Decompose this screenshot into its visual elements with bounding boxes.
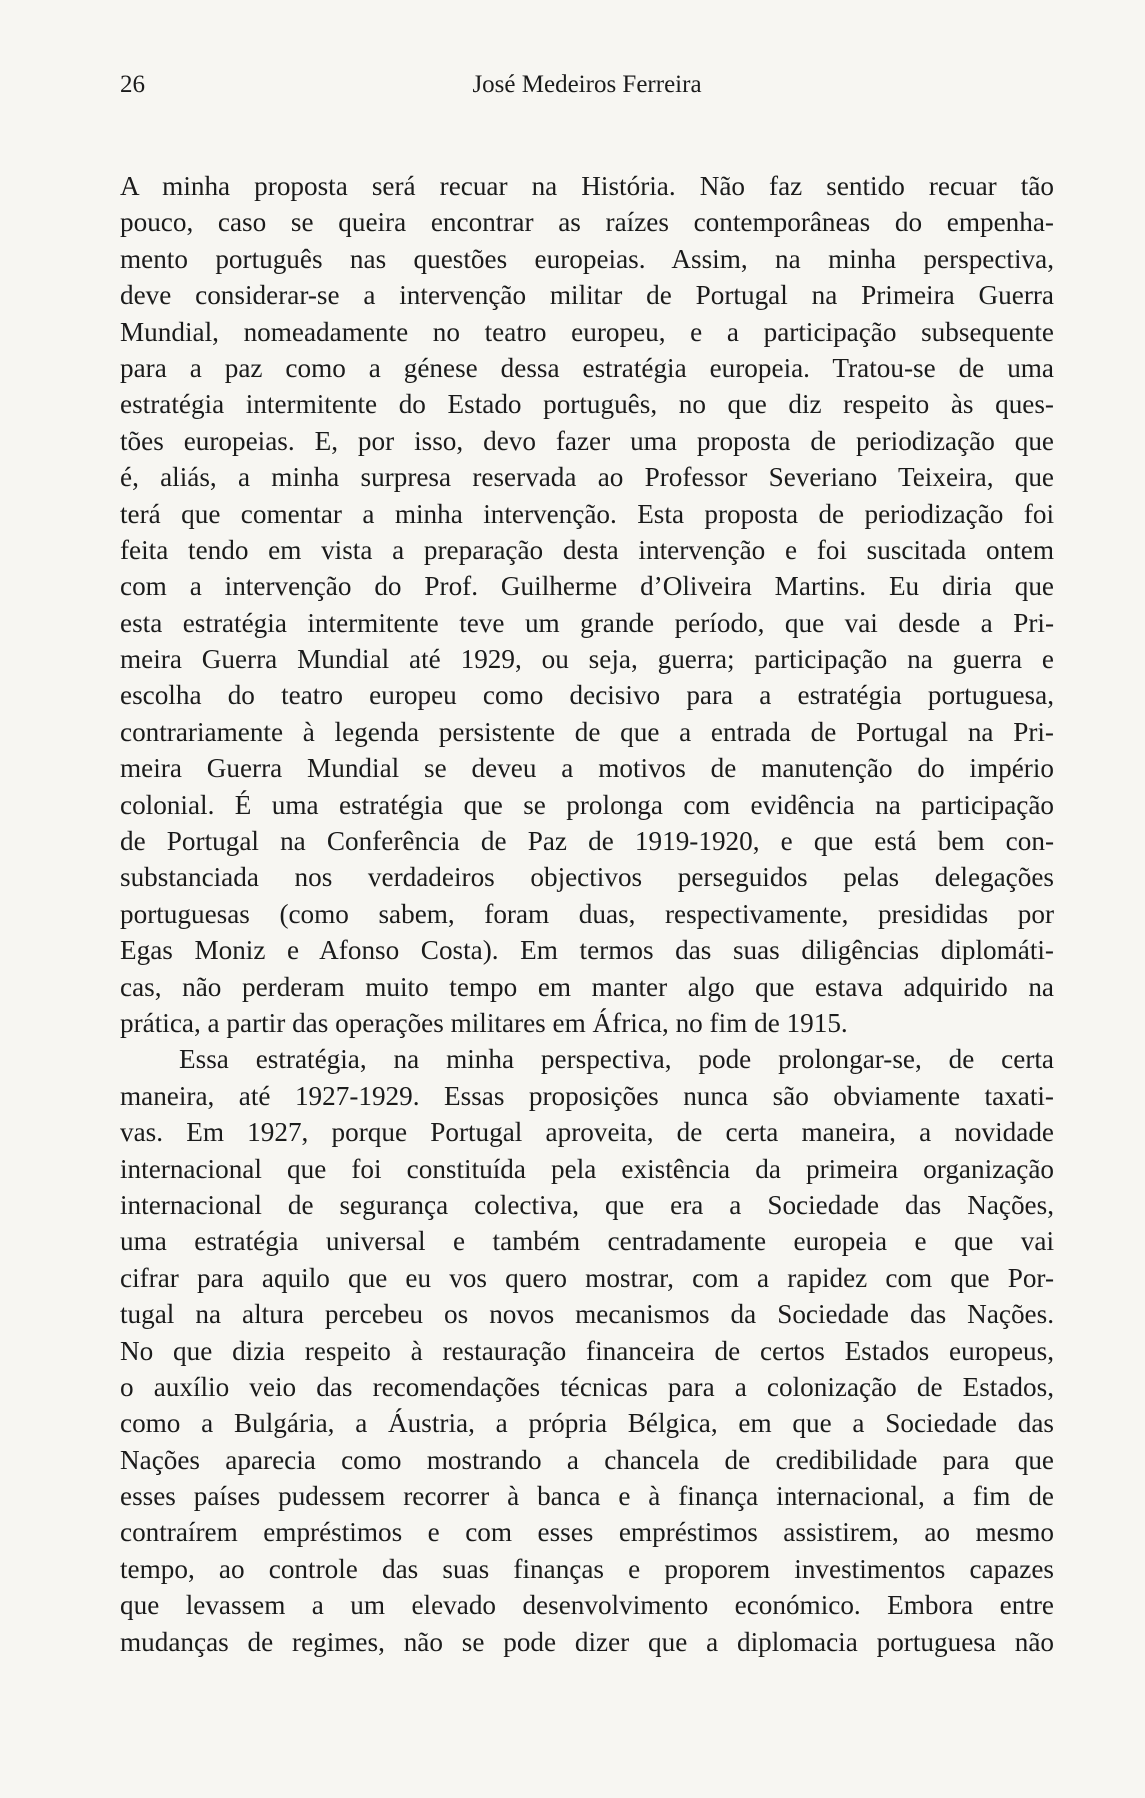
text-line: internacional de segurança colectiva, que era a Sociedade das Nações,: [120, 1189, 1054, 1220]
text-line: com a intervenção do Prof. Guilherme d’Oliveira Martins. Eu diria que: [120, 571, 1054, 602]
running-title: José Medeiros Ferreira: [472, 71, 702, 98]
text-line: esses países pudessem recorrer à banca e à finança internacional, a fim de: [120, 1481, 1054, 1512]
text-line: estratégia intermitente do Estado português, no que diz respeito às ques-: [120, 389, 1054, 420]
text-line: meira Guerra Mundial se deveu a motivos de manutenção do império: [120, 753, 1054, 784]
text-line: tugal na altura percebeu os novos mecanismos da Sociedade das Nações.: [120, 1299, 1054, 1330]
text-line: cifrar para aquilo que eu vos quero mostrar, com a rapidez com que Por-: [120, 1262, 1054, 1293]
text-line: A minha proposta será recuar na História. Não faz sentido recuar tão: [120, 171, 1054, 201]
text-line: deve considerar-se a intervenção militar de Portugal na Primeira Guerra: [120, 280, 1054, 311]
text-line: cas, não perderam muito tempo em manter algo que estava adquirido na: [120, 971, 1054, 1002]
text-line: Essa estratégia, na minha perspectiva, pode prolongar-se, de certa: [179, 1044, 1054, 1075]
text-line: como a Bulgária, a Áustria, a própria Bélgica, em que a Sociedade das: [120, 1408, 1054, 1439]
text-line: de Portugal na Conferência de Paz de 1919-1920, e que está bem con-: [120, 826, 1054, 857]
text-line: internacional que foi constituída pela existência da primeira organização: [120, 1153, 1054, 1184]
text-line: No que dizia respeito à restauração financeira de certos Estados europeus,: [120, 1335, 1054, 1366]
text-line: Nações aparecia como mostrando a chancela de credibilidade para que: [120, 1444, 1054, 1475]
text-line: contraírem empréstimos e com esses empréstimos assistirem, ao mesmo: [120, 1517, 1054, 1548]
text-line: terá que comentar a minha intervenção. Esta proposta de periodização foi: [120, 498, 1054, 529]
text-line: maneira, até 1927-1929. Essas proposições nunca são obviamente taxati-: [120, 1080, 1054, 1111]
text-line: substanciada nos verdadeiros objectivos perseguidos pelas delegações: [120, 862, 1054, 893]
text-line: pouco, caso se queira encontrar as raízes contemporâneas do empenha-: [120, 207, 1054, 238]
text-line: tempo, ao controle das suas finanças e proporem investimentos capazes: [120, 1553, 1054, 1584]
text-line: Mundial, nomeadamente no teatro europeu, e a participação subsequente: [120, 316, 1054, 347]
text-line: escolha do teatro europeu como decisivo para a estratégia portuguesa,: [120, 680, 1054, 711]
paragraph: [120, 1041, 1054, 1660]
text-line: meira Guerra Mundial até 1929, ou seja, guerra; participação na guerra e: [120, 644, 1054, 675]
text-line: tões europeias. E, por isso, devo fazer uma proposta de periodização que: [120, 425, 1054, 456]
page-number: 26: [120, 71, 145, 98]
text-line: é, aliás, a minha surpresa reservada ao Professor Severiano Teixeira, que: [120, 462, 1054, 493]
running-header: [120, 68, 1054, 102]
body-text: [120, 168, 1054, 1660]
text-line: portuguesas (como sabem, foram duas, respectivamente, presididas por: [120, 898, 1054, 929]
text-line: esta estratégia intermitente teve um grande período, que vai desde a Pri-: [120, 607, 1054, 638]
text-line: contrariamente à legenda persistente de que a entrada de Portugal na Pri-: [120, 716, 1054, 747]
text-line: uma estratégia universal e também centradamente europeia e que vai: [120, 1226, 1054, 1257]
text-line: que levassem a um elevado desenvolvimento económico. Embora entre: [120, 1590, 1054, 1621]
text-line: Egas Moniz e Afonso Costa). Em termos das suas diligências diplomáti-: [120, 935, 1054, 966]
text-line: feita tendo em vista a preparação desta intervenção e foi suscitada ontem: [120, 534, 1054, 565]
text-line: mento português nas questões europeias. Assim, na minha perspectiva,: [120, 243, 1054, 274]
text-line: mudanças de regimes, não se pode dizer que a diplomacia portuguesa não: [120, 1626, 1054, 1657]
text-line: para a paz como a génese dessa estratégia europeia. Tratou-se de uma: [120, 352, 1054, 383]
text-line: colonial. É uma estratégia que se prolonga com evidência na participação: [120, 789, 1054, 820]
text-line: vas. Em 1927, porque Portugal aproveita, de certa maneira, a novidade: [120, 1117, 1054, 1148]
text-line: prática, a partir das operações militares em África, no fim de 1915.: [120, 1007, 848, 1038]
text-line: o auxílio veio das recomendações técnicas para a colonização de Estados,: [120, 1371, 1054, 1402]
paragraph: [120, 168, 1054, 1041]
